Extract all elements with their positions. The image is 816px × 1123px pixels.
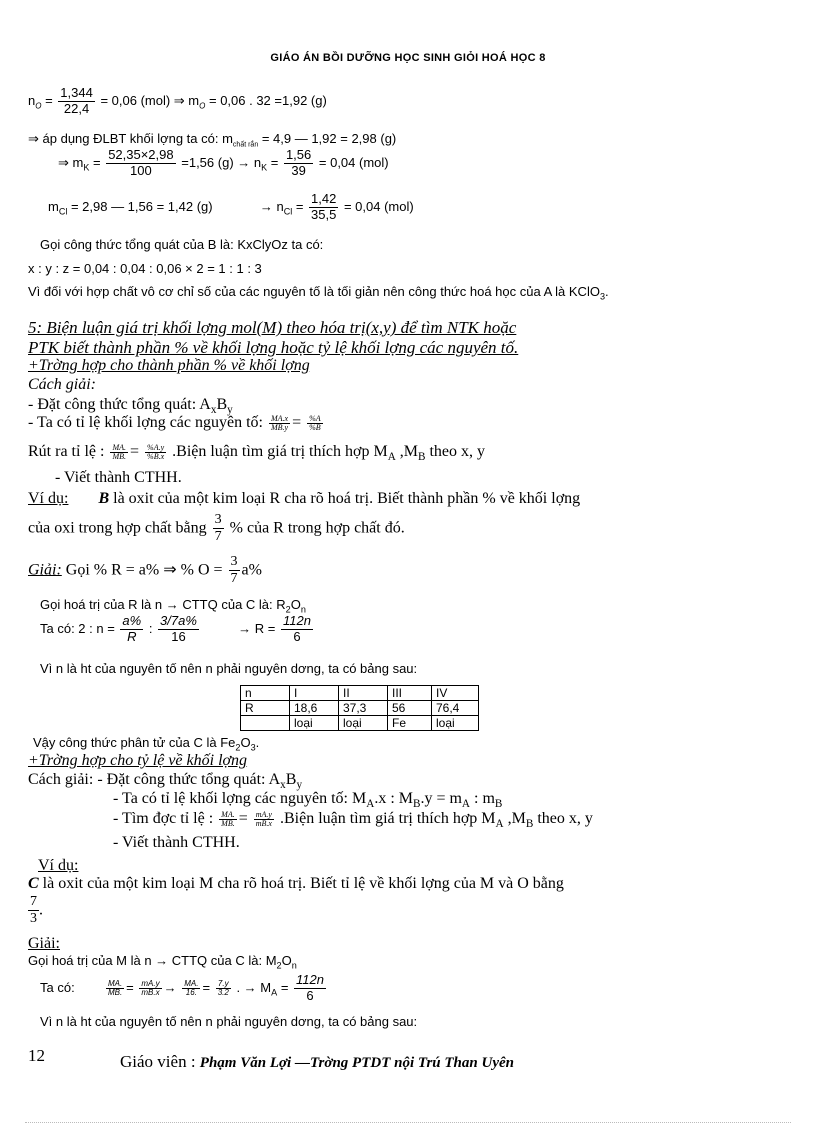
example2-label: Ví dụ: bbox=[38, 857, 79, 874]
case2-step4: - Viết thành CTHH. bbox=[113, 834, 240, 851]
case2-method: Cách giải: - Đặt công thức tổng quát: $A_xB_y$ bbox=[28, 771, 303, 792]
table-row: R 18,6 37,3 56 76,4 bbox=[241, 701, 479, 716]
results-table bbox=[240, 685, 479, 731]
solution-table-intro: Vì n là ht của nguyên tố nên n phải nguyên dơng, ta có bảng sau: bbox=[40, 661, 418, 676]
fraction: $\frac{MA.}{MB.}$ bbox=[107, 978, 123, 997]
line-conclusion-kclo3: Vì đối với hợp chất vô cơ chỉ số của các nguyên tố là tối giản nên công thức hoá học của A là KClO$_3$. bbox=[28, 284, 609, 302]
method-label: Cách giải: bbox=[28, 376, 96, 393]
section-title-line1: 5: Biện luận giá trị khối lợng mol(M) theo hóa trị(x,y) để tìm NTK hoặc bbox=[28, 318, 517, 337]
solution-start: Giải: Gọi % R = a% ⇒ % O = $\frac{3}{7}$ a% bbox=[28, 554, 262, 587]
teacher-signature: Phạm Văn Lợi —Trờng PTDT nội Trú Than Uyên bbox=[199, 1055, 514, 1071]
fraction: $\frac{mA.y}{mB.x}$ bbox=[255, 809, 272, 828]
line-mass-k: ⇒ $m_K$ = $\frac{52,35\times 2,98}{100}$ =1,56 $(g) \to n_K$ = $\frac{1,56}{39}$ = 0,04 (mol) bbox=[58, 147, 389, 178]
solution2-table-intro: Vì n là ht của nguyên tố nên n phải nguyên dơng, ta có bảng sau: bbox=[40, 1014, 418, 1029]
page-header: GIÁO ÁN BỒI DƯỠNG HỌC SINH GIỎI HOÁ HỌC 8 bbox=[270, 52, 546, 64]
fraction: $\frac{52,35\times 2,98}{100}$ bbox=[108, 147, 174, 178]
line-mass-conservation: ⇒ áp dụng ĐLBT khối lợng ta có: $m_{chất rắn} = 4,9$ — 1,92 = 2,98 (g) bbox=[28, 131, 397, 149]
fraction: $\frac{112n}{6}$ bbox=[283, 613, 311, 644]
fraction: $\frac{3}{7}$ bbox=[230, 554, 238, 587]
fraction: $\frac{\%A}{\%B}$ bbox=[309, 413, 321, 432]
solution2-ratio: Ta có: $\frac{MA.}{MB.}$ = $\frac{mA.y}{mB.x}$ → $\frac{MA.}{16.}$ = $\frac{7.y}{3.2}$ . → $M_A$ = $\frac{112n}{6}$ bbox=[40, 972, 324, 1003]
solution-ratio: Ta có: 2 : n = $\frac{a\%}{R}$ : $\frac{3/7a\%}{16}$ → R = $\frac{112n}{6}$ bbox=[40, 613, 311, 644]
fraction: $\frac{3}{7}$ bbox=[214, 512, 222, 545]
solution2-label: Giải: bbox=[28, 935, 60, 952]
case2-step3: - Tìm đợc tỉ lệ : $\frac{MA.}{MB.}$ = $\frac{mA.y}{mB.x}$ .Biện luận tìm giá trị thích hợp $M_A$ $,M_B$ theo x, y bbox=[113, 809, 593, 831]
fraction: $\frac{1,56}{39}$ bbox=[285, 147, 312, 178]
fraction: $\frac{\%A.y}{\%B.x}$ bbox=[147, 442, 165, 461]
table-row: n I II III IV bbox=[241, 686, 479, 701]
case2-title: +Trờng hợp cho tỷ lệ về khối lợng bbox=[28, 752, 248, 769]
fraction: $\frac{a\%}{R}$ bbox=[122, 613, 142, 644]
line-moles-o2: $n_O$ = $\frac{1,344}{22,4}$ = 0,06 (mol) ⇒ $m_O = 0,06$ . 32 =1,92 (g) bbox=[28, 85, 327, 116]
step4: - Viết thành CTHH. bbox=[55, 469, 182, 486]
section-title-line2: PTK biết thành phần % về khối lợng hoặc tỷ lệ khối lợng các nguyên tố. bbox=[28, 338, 519, 357]
fraction: $\frac{7}{3}$ bbox=[30, 894, 37, 927]
fraction: $\frac{1,344}{22,4}$ bbox=[60, 85, 93, 116]
step3: Rút ra tỉ lệ : $\frac{MA.}{MB.}$ = $\frac{\%A.y}{\%B.x}$ .Biện luận tìm giá trị thích hợp $M_A$ $,M_B$ theo x, y bbox=[28, 442, 486, 464]
line-general-formula: Gọi công thức tổng quát của B là: KxClyOz ta có: bbox=[40, 237, 324, 252]
step2: - Ta có tỉ lệ khối lợng các nguyên tố: $\frac{MA.x}{MB.y}$ = $\frac{\%A}{\%B}$ bbox=[28, 413, 321, 432]
footer-teacher: Giáo viên : Phạm Văn Lợi —Trờng PTDT nội Trú Than Uyên bbox=[120, 1052, 514, 1071]
fraction: $\frac{MA.}{MB.}$ bbox=[112, 442, 126, 461]
conclusion-fe2o3: Vậy công thức phân tử của C là $Fe_2O_3$. bbox=[33, 735, 260, 753]
case1-title: +Trờng hợp cho thành phần % về khối lợng bbox=[28, 357, 310, 374]
line-ratio: x : y : z = 0,04 : 0,04 : 0,06 × 2 = 1 : 1 : 3 bbox=[28, 261, 262, 276]
solution-valence: Gọi hoá trị của R là n → CTTQ của C là: $R_2O_n$ bbox=[40, 597, 306, 615]
page-number: 12 bbox=[28, 1046, 45, 1065]
step1: - Đặt công thức tổng quát: $A_xB_y$ bbox=[28, 396, 233, 417]
example2-fraction: $\frac{7}{3}$ . bbox=[30, 894, 43, 927]
fraction: $\frac{3/7a\%}{16}$ bbox=[160, 613, 197, 644]
table-row: loại loại Fe loại bbox=[241, 716, 479, 731]
fraction: $\frac{112n}{6}$ bbox=[296, 972, 324, 1003]
example1-line2: của oxi trong hợp chất bằng $\frac{3}{7}$ % của R trong hợp chất đó. bbox=[28, 512, 405, 545]
line-mass-cl: $m_{Cl} = 2,98$ — 1,56 = 1,42 $(g) \to n_{Cl}$ = $\frac{1,42}{35,5}$ = 0,04 (mol) bbox=[48, 191, 414, 222]
fraction: $\frac{MA.}{MB.}$ bbox=[221, 809, 235, 828]
fraction: $\frac{MA.x}{MB.y}$ bbox=[270, 413, 289, 432]
example2-text: C là oxit của một kim loại M cha rõ hoá trị. Biết tỉ lệ về khối lợng của M và O bằng bbox=[28, 875, 564, 892]
fraction: $\frac{1,42}{35,5}$ bbox=[311, 191, 337, 222]
solution2-valence: Gọi hoá trị của M là n → CTTQ của C là: $M_2O_n$ bbox=[28, 953, 297, 971]
case2-step2: - Ta có tỉ lệ khối lợng các nguyên tố: $M_A.x$ : $M_B.y = m_A$ : $m_B$ bbox=[113, 790, 503, 811]
fraction: $\frac{7.y}{3.2}$ bbox=[217, 978, 229, 997]
example1-line1: Ví dụ: B là oxit của một kim loại R cha rõ hoá trị. Biết thành phần % về khối lợng bbox=[28, 490, 581, 507]
fraction: $\frac{mA.y}{mB.x}$ bbox=[141, 978, 160, 997]
fraction: $\frac{MA.}{16.}$ bbox=[184, 978, 199, 997]
